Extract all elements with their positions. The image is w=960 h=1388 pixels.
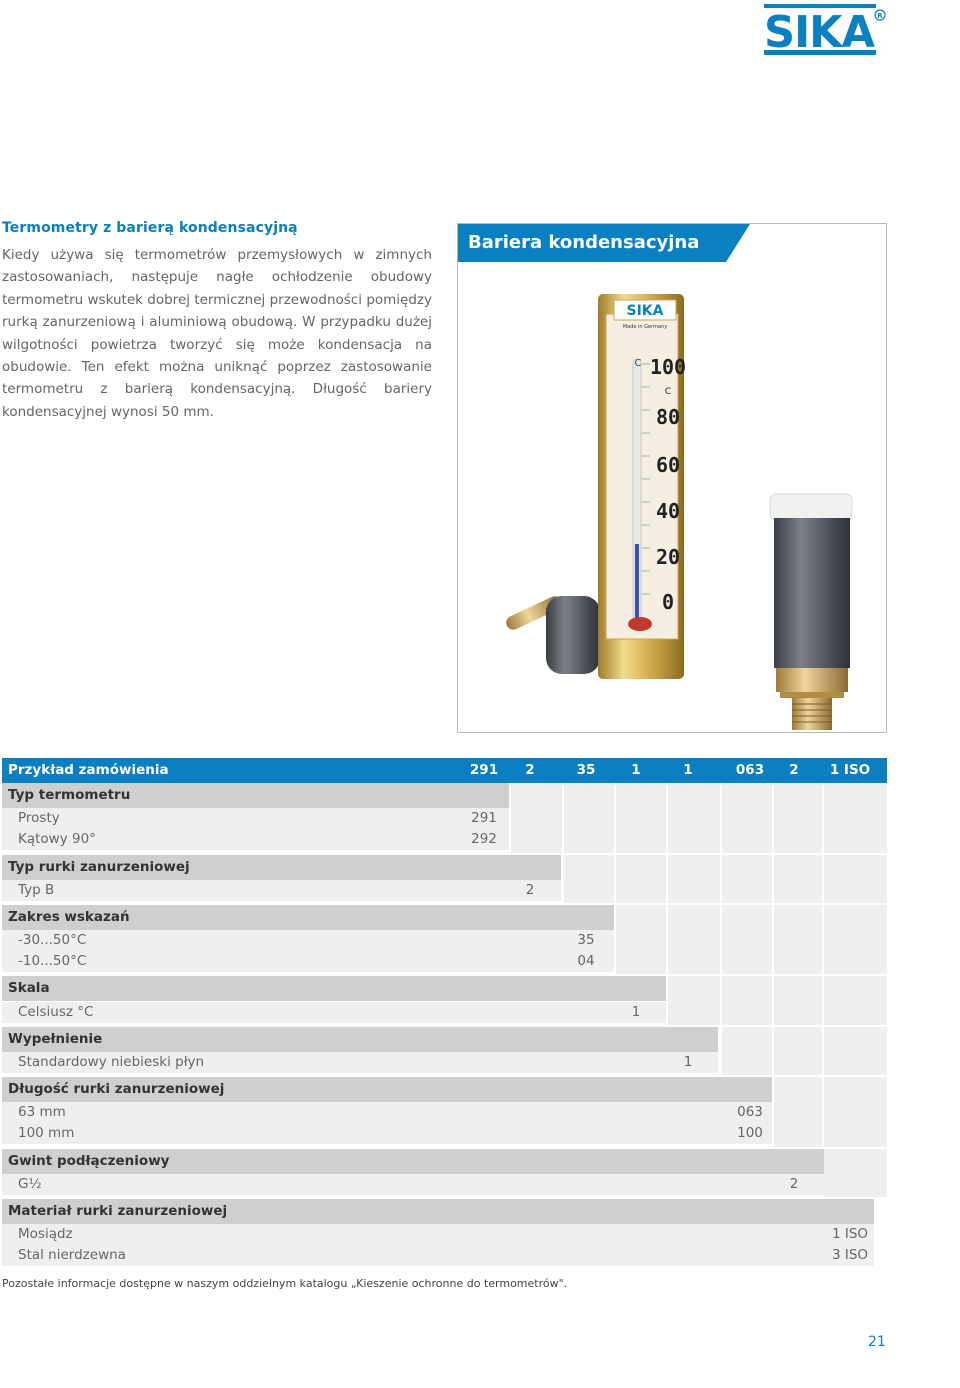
order-header-label: Przykład zamówienia	[8, 762, 169, 778]
order-group-title: Długość rurki zanurzeniowej	[2, 1077, 772, 1102]
svg-text:SIKA: SIKA	[764, 7, 875, 58]
order-column-cell	[511, 783, 562, 852]
svg-text:0: 0	[661, 590, 675, 614]
order-item-label: 63 mm	[18, 1104, 66, 1121]
order-item-label: Kątowy 90°	[18, 831, 96, 848]
svg-text:SIKA: SIKA	[626, 303, 664, 319]
order-column-cell	[824, 1027, 887, 1075]
order-column-cell	[774, 783, 822, 852]
order-column-cell	[668, 783, 720, 852]
order-column-cell	[722, 905, 772, 974]
order-group-title: Skala	[2, 976, 666, 1001]
order-group-title: Wypełnienie	[2, 1027, 718, 1052]
order-column-cell	[668, 976, 720, 1024]
svg-text:C: C	[664, 387, 672, 397]
order-column-cell	[824, 783, 887, 852]
svg-text:40: 40	[655, 499, 681, 523]
order-item-row	[2, 1245, 874, 1266]
order-item-row	[2, 1224, 874, 1245]
order-header-code: 2	[789, 762, 799, 778]
order-column-cell	[722, 855, 772, 903]
order-column-cell	[616, 855, 666, 903]
order-group-title: Typ rurki zanurzeniowej	[2, 855, 561, 880]
order-column-cell	[668, 855, 720, 903]
order-column-cell	[722, 976, 772, 1024]
order-item-label: Standardowy niebieski płyn	[18, 1054, 205, 1070]
svg-text:100: 100	[649, 355, 687, 379]
order-item-code: 35	[577, 932, 595, 949]
order-item-row	[2, 951, 614, 972]
svg-text:60: 60	[655, 453, 681, 477]
order-header-code: 1 ISO	[829, 762, 871, 778]
order-item-label: Celsiusz °C	[18, 1003, 94, 1020]
order-group-title: Gwint podłączeniowy	[2, 1149, 824, 1174]
order-column-cell	[774, 905, 822, 974]
order-item-label: Prosty	[18, 810, 60, 827]
order-column-cell	[824, 1149, 887, 1197]
order-column-cell	[722, 1027, 772, 1075]
order-item-code: 2	[789, 1175, 799, 1192]
order-item-row	[2, 1123, 772, 1144]
order-column-cell	[824, 1077, 887, 1146]
order-item-code: 100	[737, 1125, 763, 1142]
order-column-cell	[774, 1077, 822, 1146]
order-column-cell	[616, 783, 666, 852]
order-item-row	[2, 1174, 824, 1195]
order-column-cell	[824, 976, 887, 1024]
order-header-code: 291	[469, 762, 499, 778]
order-item-row	[2, 880, 561, 901]
order-item-label: -30...50°C	[18, 932, 87, 949]
svg-text:80: 80	[655, 405, 681, 429]
order-item-row	[2, 808, 509, 829]
svg-text:C: C	[634, 358, 642, 369]
order-item-code: 04	[577, 953, 595, 970]
order-item-code: 3 ISO	[831, 1247, 869, 1264]
order-group-title: Zakres wskazań	[2, 905, 614, 930]
thermometer-illustration	[458, 224, 887, 733]
sika-logo	[762, 0, 888, 62]
footnote: Pozostałe informacje dostępne w naszym oddzielnym katalogu „Kieszenie ochronne do termometrów".	[2, 1277, 568, 1290]
order-item-row	[2, 1002, 666, 1023]
photo-title: Bariera kondensacyjna	[458, 224, 726, 262]
order-header-code: 063	[735, 762, 765, 778]
section-title: Termometry z barierą kondensacyjną	[2, 220, 298, 236]
order-item-label: 100 mm	[18, 1125, 75, 1142]
order-header-code: 2	[525, 762, 535, 778]
order-column-cell	[774, 976, 822, 1024]
order-item-code: 291	[471, 810, 497, 827]
order-table	[2, 758, 887, 1270]
order-column-cell	[824, 905, 887, 974]
order-column-cell	[824, 855, 887, 903]
order-item-label: G½	[18, 1175, 42, 1192]
order-item-label: -10...50°C	[18, 953, 87, 970]
order-column-cell	[774, 855, 822, 903]
order-item-code: 2	[525, 881, 535, 898]
order-item-label: Stal nierdzewna	[18, 1247, 126, 1264]
order-header	[2, 758, 887, 783]
order-item-row	[2, 930, 614, 951]
order-group-title: Typ termometru	[2, 783, 509, 808]
order-header-code: 35	[576, 762, 596, 778]
svg-text:20: 20	[655, 545, 681, 569]
order-column-cell	[564, 855, 614, 903]
order-column-cell	[616, 905, 666, 974]
order-column-cell	[774, 1027, 822, 1075]
order-item-label: Typ B	[18, 881, 55, 898]
page-number: 21	[868, 1334, 886, 1350]
order-header-code: 1	[683, 762, 693, 778]
product-photo-box	[457, 223, 887, 733]
order-item-label: Mosiądz	[18, 1226, 73, 1243]
order-item-code: 1	[631, 1003, 641, 1020]
order-item-code: 1	[683, 1054, 693, 1070]
order-item-code: 063	[737, 1104, 763, 1121]
order-header-code: 1	[631, 762, 641, 778]
order-item-code: 1 ISO	[831, 1226, 869, 1243]
svg-text:Made in Germany: Made in Germany	[622, 324, 668, 330]
order-item-code: 292	[471, 831, 497, 848]
order-column-cell	[668, 905, 720, 974]
order-group-title: Materiał rurki zanurzeniowej	[2, 1199, 874, 1224]
intro-paragraph: Kiedy używa się termometrów przemysłowych w zimnych zastosowaniach, następuje nagłe ochłodzenie obudowy termometru wskutek dobrej termicznej przewodności pomiędzy rurką zanurzeniową i aluminiową obudową. W przypadku dużej wilgotności powietrza tworzyć się może kondensacja na obudowie. Ten efekt można uniknąć poprzez zastosowanie termometru z barierą kondensacyjną. Długość bariery kondensacyjnej wynosi 50 mm.	[2, 247, 432, 420]
order-column-cell	[722, 783, 772, 852]
svg-text:R: R	[877, 11, 883, 20]
order-item-row	[2, 1102, 772, 1123]
order-column-cell	[564, 783, 614, 852]
